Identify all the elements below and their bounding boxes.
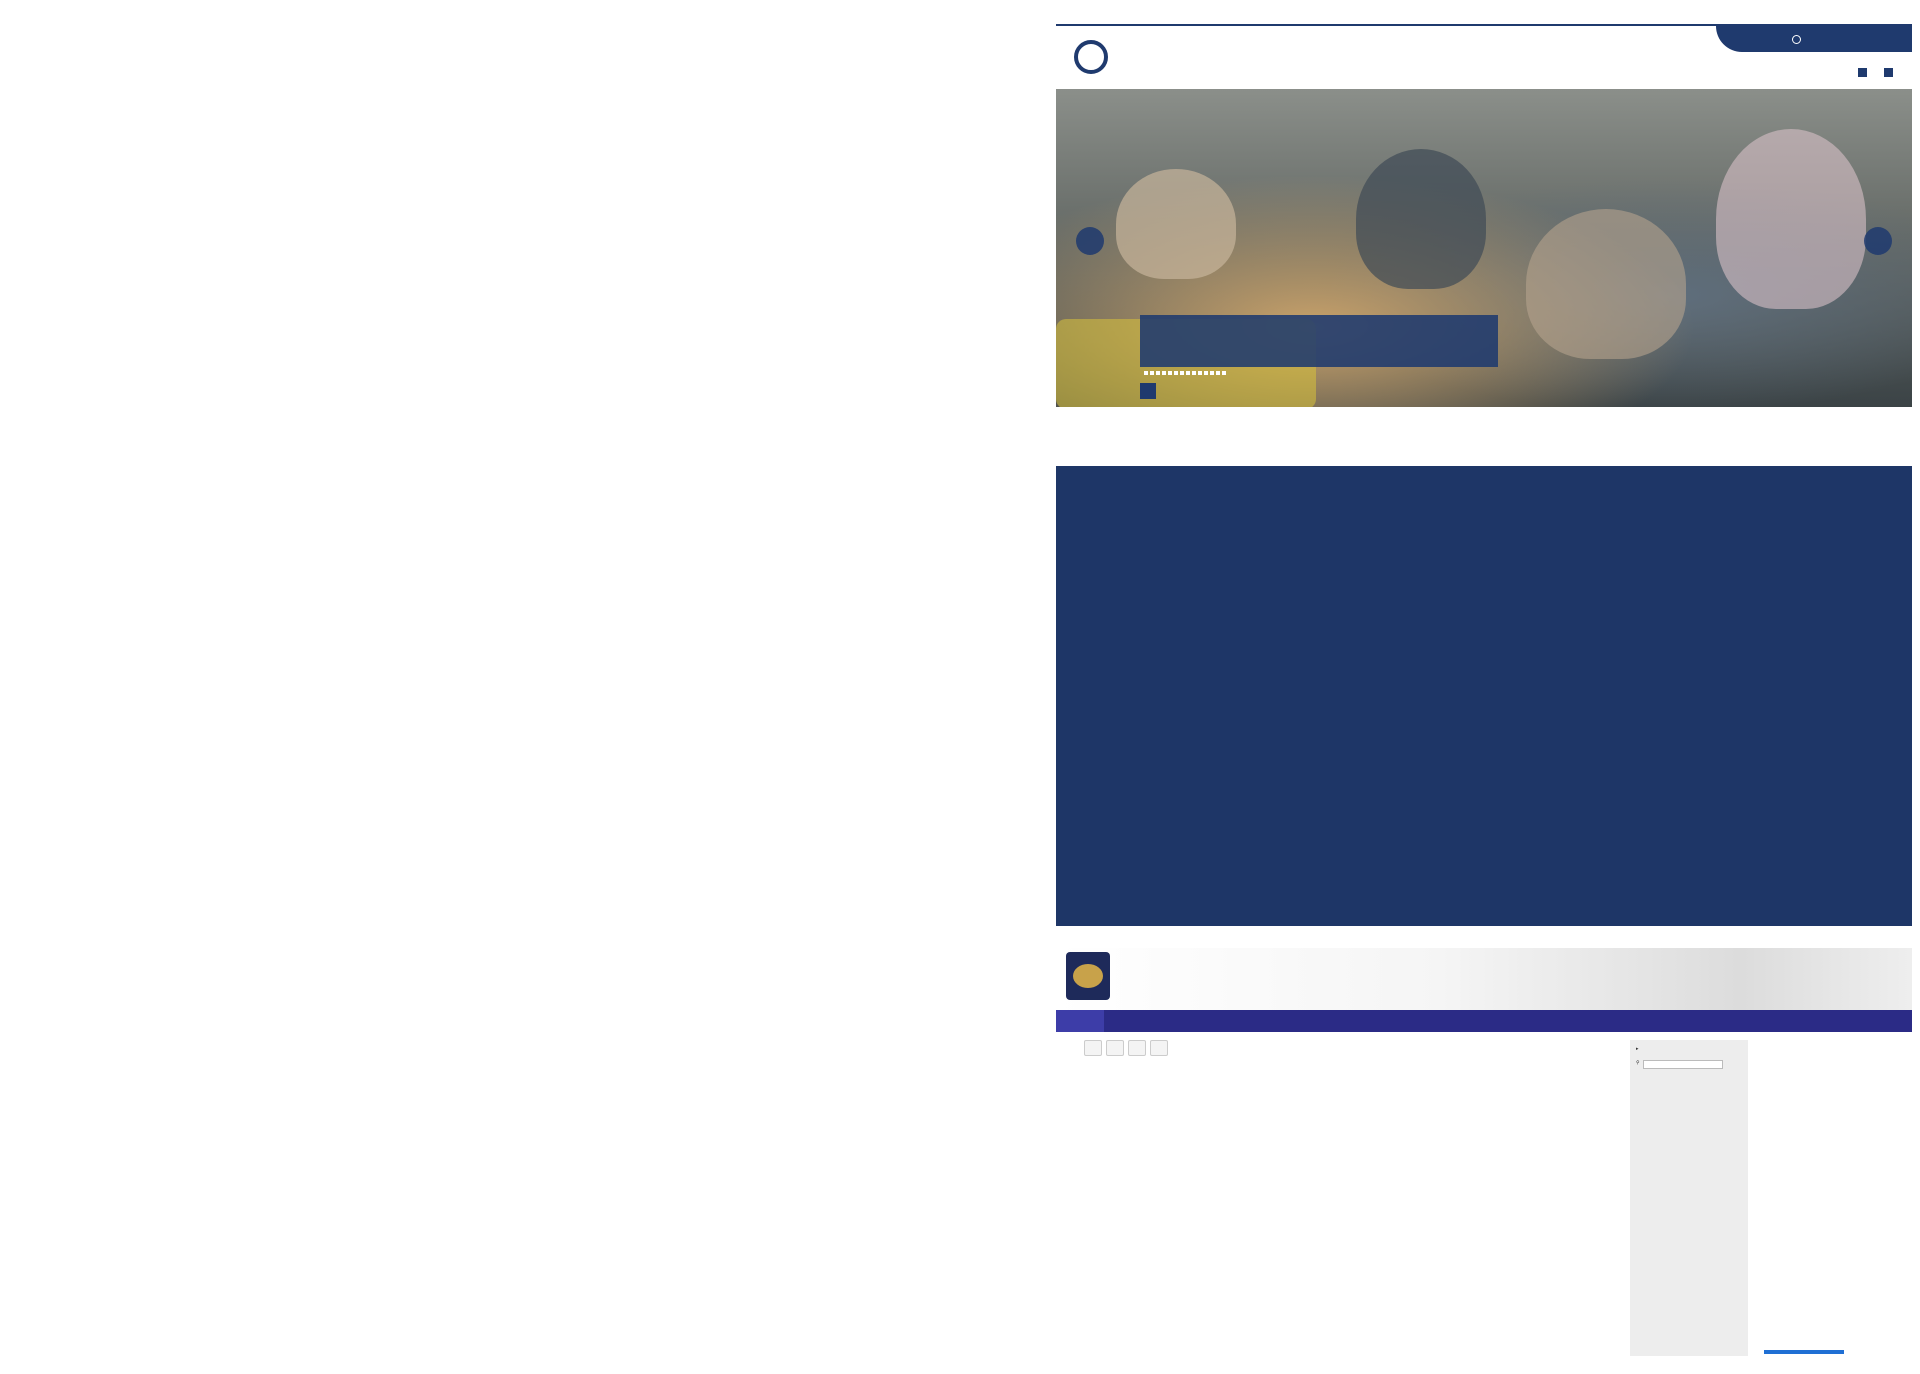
menu-icon bbox=[1858, 68, 1867, 77]
prev-button[interactable] bbox=[1084, 1040, 1102, 1056]
notes-panel bbox=[35, 205, 995, 263]
homepage-screenshot bbox=[1056, 24, 1912, 442]
side-search-input[interactable] bbox=[1643, 1060, 1723, 1069]
athletics-screenshot bbox=[1056, 948, 1912, 1356]
athletics-header bbox=[1056, 948, 1912, 1010]
hero-caption[interactable] bbox=[1140, 315, 1498, 367]
next-button[interactable] bbox=[1128, 1040, 1146, 1056]
hero-photo-figure bbox=[1716, 129, 1866, 309]
collapse-menu-button[interactable]: ▸ bbox=[1636, 1046, 1639, 1052]
site-header bbox=[1056, 24, 1912, 89]
hero-slideshow bbox=[1056, 89, 1912, 407]
language-select[interactable] bbox=[1884, 68, 1896, 77]
month-select[interactable] bbox=[1150, 1040, 1168, 1056]
search-icon: ⚲ bbox=[1636, 1060, 1640, 1066]
hero-photo-figure bbox=[1526, 209, 1686, 359]
menu-overlay-screenshot bbox=[1056, 466, 1912, 926]
athletics-nav bbox=[1056, 1010, 1912, 1032]
news-strip bbox=[1056, 407, 1912, 442]
utility-nav bbox=[1858, 68, 1896, 77]
reopening-ribbon bbox=[1716, 26, 1912, 52]
calendar-toolbar bbox=[1084, 1040, 1684, 1060]
school-crest-logo[interactable] bbox=[1066, 952, 1110, 1000]
side-search bbox=[1636, 1060, 1742, 1069]
athletics-sidebar bbox=[1630, 1040, 1748, 1356]
slide-next-button[interactable] bbox=[1864, 227, 1892, 255]
today-button[interactable] bbox=[1106, 1040, 1124, 1056]
slide-indicators[interactable] bbox=[1144, 371, 1226, 375]
calendar-main bbox=[1084, 1040, 1684, 1356]
search-icon[interactable] bbox=[1792, 35, 1801, 44]
district-logo[interactable] bbox=[1074, 40, 1108, 74]
hero-photo-figure bbox=[1356, 149, 1486, 289]
slide-prev-button[interactable] bbox=[1076, 227, 1104, 255]
hero-photo-figure bbox=[1116, 169, 1236, 279]
tab-coaches[interactable] bbox=[1200, 1010, 1248, 1032]
menu-button[interactable] bbox=[1858, 68, 1870, 77]
tab-rosters[interactable] bbox=[1104, 1010, 1152, 1032]
tab-scores[interactable] bbox=[1152, 1010, 1200, 1032]
ad-accent-bar bbox=[1764, 1350, 1844, 1354]
pause-button[interactable] bbox=[1140, 383, 1156, 399]
tab-calendar[interactable] bbox=[1056, 1010, 1104, 1032]
chevron-down-icon bbox=[1884, 68, 1893, 77]
advertisement bbox=[1764, 1044, 1904, 1354]
